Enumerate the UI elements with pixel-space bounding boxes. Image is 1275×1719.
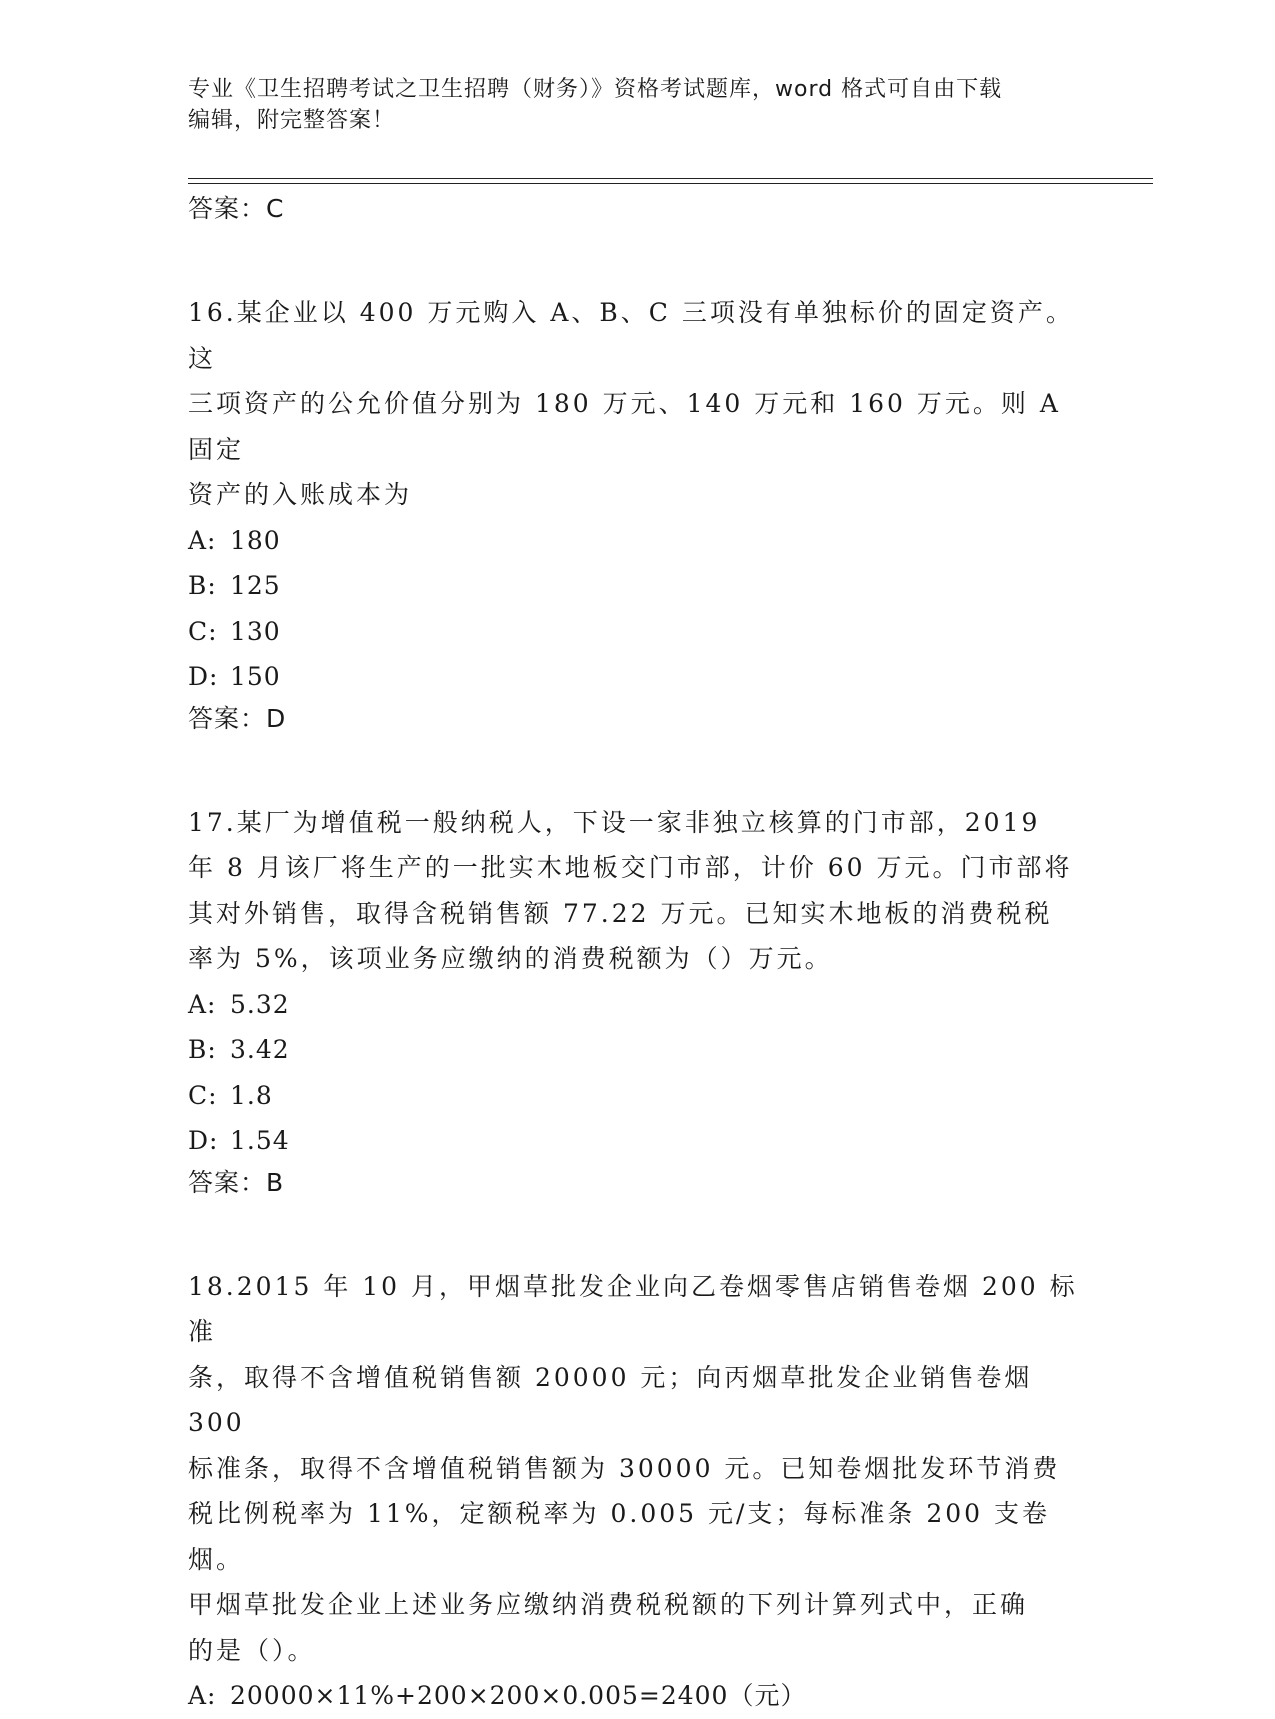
option-label: D: [188,1126,219,1155]
question-text [188,800,1088,982]
option-label: C: [188,1080,218,1110]
header-divider-top [188,178,1153,179]
question-list [188,190,1088,1719]
question-line: 率为 5%，该项业务应缴纳的消费税额为（）万元。 [188,944,833,973]
option-a [188,518,1088,564]
question-17 [188,800,1088,1202]
option-label: D: [188,662,219,691]
option-b [188,1027,1088,1073]
option-value: 3.42 [230,1035,290,1064]
question-line: 税比例税率为 11%，定额税率为 0.005 元/支；每标准条 200 支卷烟。 [188,1499,1051,1574]
question-line: 17.某厂为增值税一般纳税人，下设一家非独立核算的门市部，2019 [188,807,1041,837]
option-d [188,654,1088,700]
question-line: 甲烟草批发企业上述业务应缴纳消费税税额的下列计算列式中，正确 [188,1590,1029,1619]
option-value: 5.32 [230,989,290,1019]
document-header [188,74,1088,136]
option-label: C: [188,616,218,646]
header-line-1: 专业《卫生招聘考试之卫生招聘（财务）》资格考试题库，word 格式可自由下载 [188,77,1003,102]
option-d [188,1118,1088,1164]
option-b [188,563,1088,609]
option-a [188,982,1088,1028]
option-a [188,1673,1088,1719]
header-line-2: 编辑，附完整答案！ [188,108,396,133]
question-line: 资产的入账成本为 [188,480,413,509]
question-line: 的是（）。 [188,1635,316,1665]
option-label: A: [188,989,217,1019]
option-value: 125 [230,571,281,600]
option-c [188,609,1088,655]
option-value: 1.54 [230,1126,290,1155]
option-value: 130 [230,616,281,646]
question-line: 年 8 月该厂将生产的一批实木地板交门市部，计价 60 万元。门市部将 [188,853,1073,882]
option-label: B: [188,571,217,600]
question-line: 标准条，取得不含增值税销售额为 30000 元。已知卷烟批发环节消费 [188,1453,1061,1483]
question-line: 条，取得不含增值税销售额 20000 元；向丙烟草批发企业销售卷烟 300 [188,1362,1033,1437]
question-line: 18.2015 年 10 月，甲烟草批发企业向乙卷烟零售店销售卷烟 200 标准 [188,1271,1078,1346]
header-divider-bottom [188,183,1153,184]
option-label: A: [188,1681,217,1710]
question-line: 三项资产的公允价值分别为 180 万元、140 万元和 160 万元。则 A 固定 [188,389,1061,464]
question-text [188,1264,1088,1674]
option-value: 180 [230,525,281,555]
option-c [188,1073,1088,1119]
question-18 [188,1264,1088,1719]
option-value: 1.8 [230,1080,273,1110]
answer: 答案：B [188,1167,285,1197]
option-label: A: [188,525,217,555]
question-16 [188,290,1088,738]
option-value: 150 [230,662,281,691]
question-line: 16.某企业以 400 万元购入 A、B、C 三项没有单独标价的固定资产。这 [188,298,1074,373]
option-label: B: [188,1035,217,1064]
previous-answer: 答案：C [188,194,285,223]
question-line: 其对外销售，取得含税销售额 77.22 万元。已知实木地板的消费税税 [188,898,1053,928]
question-text [188,290,1088,518]
answer: 答案：D [188,703,287,733]
option-value: 20000×11%+200×200×0.005=2400（元） [230,1681,807,1710]
